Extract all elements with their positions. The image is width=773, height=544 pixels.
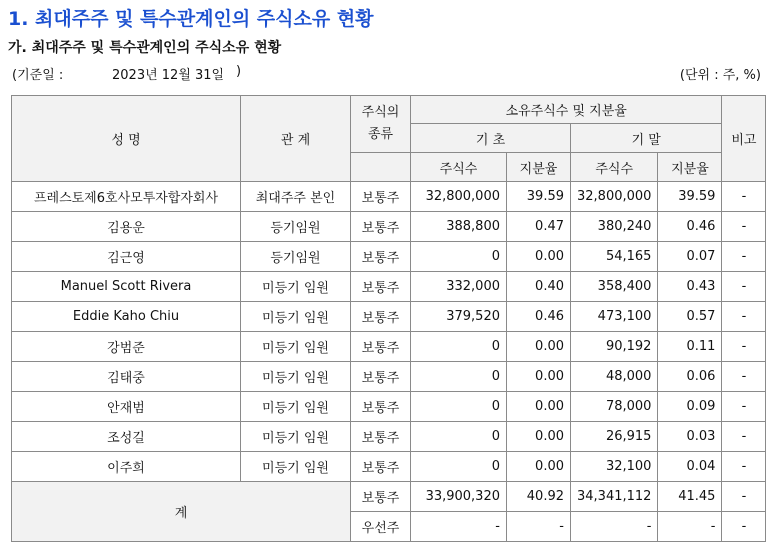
section-title: 1. 최대주주 및 특수관계인의 주식소유 현황 — [8, 8, 374, 30]
cell-begin-ratio: 0.47 — [507, 212, 571, 242]
cell-end-shares: 32,100 — [571, 452, 658, 482]
total-cell-note: - — [722, 512, 766, 542]
total-row — [12, 482, 766, 512]
total-cell-begin-ratio: - — [507, 512, 571, 542]
header-end-ratio: 지분율 — [658, 153, 722, 182]
cell-note: - — [722, 212, 766, 242]
cell-begin-shares: 0 — [411, 362, 507, 392]
cell-name: Eddie Kaho Chiu — [12, 302, 241, 332]
table-row — [12, 302, 766, 332]
unit-label: (단위 : 주, %) — [679, 68, 761, 83]
cell-relation: 최대주주 본인 — [241, 182, 351, 212]
total-cell-stock-type: 보통주 — [351, 482, 411, 512]
cell-stock-type: 보통주 — [351, 332, 411, 362]
cell-stock-type: 보통주 — [351, 242, 411, 272]
table-row — [12, 362, 766, 392]
header-note: 비고 — [722, 96, 766, 182]
shareholding-table — [11, 95, 766, 542]
cell-end-ratio: 0.11 — [658, 332, 722, 362]
table-row — [12, 332, 766, 362]
cell-name: Manuel Scott Rivera — [12, 272, 241, 302]
header-holdings: 소유주식수 및 지분율 — [411, 96, 722, 124]
cell-stock-type: 보통주 — [351, 272, 411, 302]
header-stock-type — [351, 96, 411, 153]
cell-begin-ratio: 0.00 — [507, 392, 571, 422]
cell-begin-shares: 379,520 — [411, 302, 507, 332]
cell-end-shares: 78,000 — [571, 392, 658, 422]
cell-end-shares: 358,400 — [571, 272, 658, 302]
cell-end-shares: 473,100 — [571, 302, 658, 332]
header-stock-type-cont — [351, 153, 411, 182]
cell-stock-type: 보통주 — [351, 302, 411, 332]
cell-relation: 미등기 임원 — [241, 452, 351, 482]
table-row — [12, 452, 766, 482]
cell-begin-shares: 0 — [411, 392, 507, 422]
total-cell-begin-ratio: 40.92 — [507, 482, 571, 512]
cell-relation: 등기임원 — [241, 212, 351, 242]
cell-name: 강범준 — [12, 332, 241, 362]
cell-stock-type: 보통주 — [351, 362, 411, 392]
cell-begin-ratio: 0.00 — [507, 242, 571, 272]
cell-stock-type: 보통주 — [351, 212, 411, 242]
cell-end-ratio: 0.43 — [658, 272, 722, 302]
total-cell-note: - — [722, 482, 766, 512]
cell-relation: 미등기 임원 — [241, 332, 351, 362]
table-row — [12, 212, 766, 242]
cell-relation: 등기임원 — [241, 242, 351, 272]
cell-begin-ratio: 0.00 — [507, 422, 571, 452]
reference-date-label: (기준일 : — [12, 68, 64, 83]
cell-note: - — [722, 422, 766, 452]
cell-note: - — [722, 302, 766, 332]
cell-end-shares: 90,192 — [571, 332, 658, 362]
cell-end-ratio: 0.46 — [658, 212, 722, 242]
cell-stock-type: 보통주 — [351, 182, 411, 212]
cell-relation: 미등기 임원 — [241, 302, 351, 332]
cell-note: - — [722, 452, 766, 482]
header-begin: 기 초 — [411, 124, 571, 153]
cell-name: 안재범 — [12, 392, 241, 422]
total-cell-end-shares: 34,341,112 — [571, 482, 658, 512]
table-row — [12, 272, 766, 302]
cell-end-shares: 380,240 — [571, 212, 658, 242]
table-row — [12, 182, 766, 212]
cell-end-ratio: 0.07 — [658, 242, 722, 272]
header-end: 기 말 — [571, 124, 722, 153]
cell-relation: 미등기 임원 — [241, 392, 351, 422]
cell-begin-ratio: 0.00 — [507, 332, 571, 362]
cell-begin-shares: 388,800 — [411, 212, 507, 242]
cell-name: 김용운 — [12, 212, 241, 242]
cell-end-ratio: 39.59 — [658, 182, 722, 212]
table-row — [12, 242, 766, 272]
total-cell-begin-shares: - — [411, 512, 507, 542]
cell-begin-shares: 0 — [411, 332, 507, 362]
reference-date: 2023년 12월 31일 — [112, 68, 225, 83]
cell-begin-shares: 0 — [411, 452, 507, 482]
cell-begin-shares: 0 — [411, 422, 507, 452]
table-row — [12, 392, 766, 422]
total-cell-begin-shares: 33,900,320 — [411, 482, 507, 512]
header-end-shares: 주식수 — [571, 153, 658, 182]
cell-name: 김근영 — [12, 242, 241, 272]
cell-begin-ratio: 39.59 — [507, 182, 571, 212]
header-begin-shares: 주식수 — [411, 153, 507, 182]
cell-name: 프레스토제6호사모투자합자회사 — [12, 182, 241, 212]
cell-name: 김태중 — [12, 362, 241, 392]
header-name: 성 명 — [12, 96, 241, 182]
cell-note: - — [722, 362, 766, 392]
cell-note: - — [722, 242, 766, 272]
cell-begin-shares: 0 — [411, 242, 507, 272]
cell-begin-shares: 332,000 — [411, 272, 507, 302]
cell-end-shares: 26,915 — [571, 422, 658, 452]
cell-relation: 미등기 임원 — [241, 422, 351, 452]
cell-stock-type: 보통주 — [351, 392, 411, 422]
cell-end-shares: 32,800,000 — [571, 182, 658, 212]
cell-stock-type: 보통주 — [351, 452, 411, 482]
cell-end-ratio: 0.06 — [658, 362, 722, 392]
total-cell-stock-type: 우선주 — [351, 512, 411, 542]
header-begin-ratio: 지분율 — [507, 153, 571, 182]
cell-begin-ratio: 0.00 — [507, 452, 571, 482]
cell-end-ratio: 0.57 — [658, 302, 722, 332]
cell-end-ratio: 0.04 — [658, 452, 722, 482]
total-cell-end-ratio: 41.45 — [658, 482, 722, 512]
header-relation: 관 계 — [241, 96, 351, 182]
cell-relation: 미등기 임원 — [241, 362, 351, 392]
cell-end-shares: 54,165 — [571, 242, 658, 272]
cell-note: - — [722, 272, 766, 302]
cell-name: 조성길 — [12, 422, 241, 452]
subsection-title: 가. 최대주주 및 특수관계인의 주식소유 현황 — [8, 40, 282, 56]
cell-relation: 미등기 임원 — [241, 272, 351, 302]
total-cell-end-shares: - — [571, 512, 658, 542]
total-label: 계 — [12, 482, 351, 542]
cell-end-ratio: 0.03 — [658, 422, 722, 452]
header-stock-type-label: 주식의 종류 — [361, 105, 400, 142]
cell-stock-type: 보통주 — [351, 422, 411, 452]
cell-end-shares: 48,000 — [571, 362, 658, 392]
cell-note: - — [722, 392, 766, 422]
cell-name: 이주희 — [12, 452, 241, 482]
cell-note: - — [722, 332, 766, 362]
cell-end-ratio: 0.09 — [658, 392, 722, 422]
cell-begin-shares: 32,800,000 — [411, 182, 507, 212]
cell-begin-ratio: 0.40 — [507, 272, 571, 302]
total-cell-end-ratio: - — [658, 512, 722, 542]
cell-begin-ratio: 0.46 — [507, 302, 571, 332]
reference-date-close: ) — [236, 64, 242, 79]
cell-begin-ratio: 0.00 — [507, 362, 571, 392]
cell-note: - — [722, 182, 766, 212]
table-row — [12, 422, 766, 452]
